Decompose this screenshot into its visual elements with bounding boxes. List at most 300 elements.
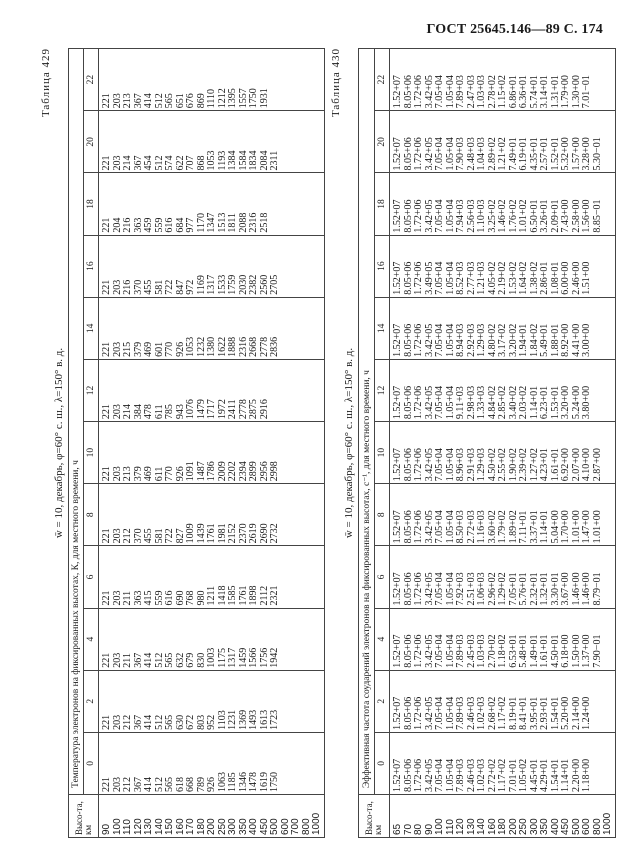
data-cell: 1761 <box>206 523 217 544</box>
altitude-value: 160 <box>174 818 186 835</box>
data-column <box>99 359 325 421</box>
data-cell: 1811 <box>227 212 238 233</box>
data-cell: 1493 <box>248 709 259 730</box>
data-cell: 1395 <box>227 88 238 109</box>
data-cell: 1.05+04 <box>444 448 456 482</box>
data-cell: 1.46+00 <box>581 572 592 606</box>
data-cell: 1.08+01 <box>549 261 561 295</box>
data-cell: 215 <box>122 341 133 357</box>
data-cell: 1750 <box>248 88 259 109</box>
data-cell: 2.78+02 <box>486 75 498 109</box>
data-cell: 1.03+03 <box>476 634 487 668</box>
data-cell: 5.74+01 <box>528 75 540 109</box>
data-cell: 1231 <box>227 709 238 730</box>
data-cell: 221 <box>101 404 112 420</box>
data-cell: 212 <box>122 528 133 544</box>
data-cell: 367 <box>132 652 144 668</box>
column-header: 10 <box>375 422 390 484</box>
data-cell: 2956 <box>258 461 270 482</box>
altitude-value: 400 <box>248 818 259 835</box>
data-cell: 469 <box>143 466 154 482</box>
data-cell: 1.16+03 <box>476 510 487 544</box>
data-cell: 1369 <box>237 709 249 730</box>
data-cell: 1.52+01 <box>549 137 561 171</box>
data-cell: 4.80+02 <box>486 323 498 357</box>
data-cell: 1756 <box>258 647 270 668</box>
data-column <box>99 608 325 670</box>
data-column <box>390 359 616 421</box>
data-cell: 632 <box>174 652 186 668</box>
data-cell: 1.30+00 <box>570 75 582 109</box>
data-cell: 1.52+07 <box>392 261 403 295</box>
data-cell: 5.76+01 <box>518 572 529 606</box>
data-cell: 1.21+03 <box>476 261 487 295</box>
data-cell: 1384 <box>227 150 238 171</box>
data-cell: 3.80+00 <box>581 385 592 420</box>
data-cell: 8.05+06 <box>402 448 414 482</box>
data-cell: 2.96+02 <box>486 572 498 606</box>
data-cell: 1.90+02 <box>507 448 519 482</box>
data-cell: 7.05+04 <box>434 510 445 544</box>
data-cell: 455 <box>143 528 154 544</box>
data-cell: 622 <box>174 155 186 171</box>
data-cell: 1.52+07 <box>392 448 403 482</box>
span-header: Температура электронов на фиксированных высотах, К, для местного времени, ч <box>69 49 84 795</box>
data-cell: 478 <box>143 404 154 420</box>
data-cell: 1.84+02 <box>528 323 540 357</box>
data-cell: 1622 <box>216 336 228 357</box>
data-cell: 1.05+04 <box>444 199 456 233</box>
table-label: Таблица 429 <box>40 48 52 118</box>
altitude-value: 450 <box>560 818 571 835</box>
altitude-value: 300 <box>227 818 238 835</box>
data-cell: 1.47+00 <box>581 510 592 544</box>
data-cell: 5.20+00 <box>560 696 571 730</box>
data-cell: 616 <box>164 217 175 233</box>
data-cell: 722 <box>164 279 175 295</box>
data-cell: 6.50+01 <box>528 199 540 233</box>
data-cell: 768 <box>185 590 196 606</box>
column-header: 12 <box>84 359 99 421</box>
data-cell: 2321 <box>269 585 280 606</box>
data-cell: 684 <box>174 217 186 233</box>
column-header: 20 <box>84 111 99 173</box>
data-cell: 1.72+06 <box>413 696 424 730</box>
data-cell: 1942 <box>269 647 280 668</box>
data-cell: 1170 <box>195 212 207 233</box>
data-cell: 203 <box>111 590 123 606</box>
data-cell: 1.17+02 <box>497 758 508 792</box>
data-cell: 2.72+03 <box>465 510 477 544</box>
table-row <box>99 49 325 838</box>
data-cell: 2518 <box>258 212 270 233</box>
data-cell: 1175 <box>216 648 228 668</box>
data-cell: 3.42+05 <box>423 323 435 357</box>
data-cell: 722 <box>164 528 175 544</box>
data-cell: 3.42+05 <box>423 696 435 730</box>
data-cell: 1723 <box>269 709 280 730</box>
data-cell: 221 <box>101 652 112 668</box>
data-cell: 1.72+06 <box>413 510 424 544</box>
data-cell: 2.46+00 <box>570 261 582 295</box>
altitude-value: 140 <box>153 818 165 835</box>
data-cell: 1.18+02 <box>497 634 508 668</box>
data-cell: 1.14+01 <box>539 510 550 544</box>
data-cell: 1.72+06 <box>413 758 424 792</box>
data-cell: 2836 <box>269 336 280 357</box>
data-cell: 3.20+02 <box>507 323 519 357</box>
data-cell: 1.05+04 <box>444 510 456 544</box>
data-cell: 1.05+04 <box>444 572 456 606</box>
column-header: 16 <box>375 235 390 297</box>
data-cell: 1.52+07 <box>392 696 403 730</box>
data-cell: 1.56+00 <box>581 199 592 233</box>
data-cell: 1750 <box>269 772 280 792</box>
data-cell: 203 <box>111 279 123 295</box>
data-table <box>68 48 325 838</box>
data-cell: 2084 <box>258 150 270 171</box>
data-cell: 1110 <box>206 89 217 109</box>
data-cell: 6.18+00 <box>560 634 571 668</box>
data-cell: 868 <box>195 155 207 171</box>
data-cell: 1.94+01 <box>518 323 529 357</box>
data-cell: 1.54+01 <box>549 758 561 792</box>
data-cell: 679 <box>185 652 196 668</box>
data-cell: 363 <box>132 590 144 606</box>
data-cell: 581 <box>153 528 165 544</box>
data-cell: 1.72+06 <box>413 199 424 233</box>
data-cell: 455 <box>143 279 154 295</box>
altitude-value: 100 <box>434 818 445 835</box>
data-cell: 3.42+05 <box>423 634 435 668</box>
data-cell: 8.05+06 <box>402 137 414 171</box>
data-cell: 847 <box>174 279 186 295</box>
data-column <box>99 173 325 235</box>
data-cell: 1346 <box>237 772 249 792</box>
data-cell: 3.42+05 <box>423 385 435 420</box>
data-cell: 1063 <box>216 772 228 792</box>
data-cell: 3.17+02 <box>497 323 508 357</box>
data-cell: 1.52+07 <box>392 199 403 233</box>
data-cell: 7.05+04 <box>434 634 445 668</box>
data-cell: 379 <box>132 466 144 482</box>
altitude-value: 250 <box>518 818 529 835</box>
data-column <box>390 670 616 732</box>
data-cell: 1.32+01 <box>539 572 550 606</box>
data-cell: 926 <box>174 466 186 482</box>
data-cell: 2.19+02 <box>497 261 508 295</box>
data-cell: 2.14+00 <box>570 696 582 730</box>
data-cell: 1898 <box>248 585 259 606</box>
data-cell: 1347 <box>206 212 217 233</box>
data-cell: 1185 <box>227 772 238 792</box>
data-cell: 1.21+02 <box>497 137 508 171</box>
data-cell: 3.25+02 <box>486 199 498 233</box>
data-cell: 2.93+01 <box>539 696 550 730</box>
data-cell: 2899 <box>248 461 259 482</box>
data-cell: 3.28+00 <box>581 137 592 171</box>
data-cell: 4.84+02 <box>486 385 498 420</box>
data-cell: 1009 <box>185 523 196 544</box>
data-cell: 2.46+03 <box>465 696 477 730</box>
altitude-value: 350 <box>539 818 550 835</box>
data-cell: 8.92+00 <box>560 323 571 357</box>
data-cell: 7.89+03 <box>455 758 466 792</box>
data-cell: 2370 <box>237 523 249 544</box>
data-cell: 830 <box>195 652 207 668</box>
data-cell: 213 <box>122 466 133 482</box>
data-cell: 2.85+02 <box>497 385 508 420</box>
data-cell: 3.42+05 <box>423 199 435 233</box>
data-cell: 459 <box>143 217 154 233</box>
data-cell: 2.91+03 <box>465 448 477 482</box>
data-cell: 1.72+06 <box>413 634 424 668</box>
data-cell: 6.23+01 <box>539 385 550 420</box>
data-cell: 1.52+07 <box>392 385 403 420</box>
data-cell: 1834 <box>248 150 259 171</box>
data-cell: 827 <box>174 528 186 544</box>
data-cell: 2.51+03 <box>465 572 477 606</box>
data-column <box>390 484 616 546</box>
data-cell: 1053 <box>206 150 217 171</box>
column-header: 12 <box>375 359 390 421</box>
data-cell: 1.15+02 <box>497 75 508 109</box>
column-header: 8 <box>84 484 99 546</box>
data-cell: 980 <box>195 590 207 606</box>
data-cell: 1.14+01 <box>528 385 540 420</box>
data-cell: 1.02+03 <box>476 696 487 730</box>
data-cell: 2560 <box>258 274 270 295</box>
data-cell: 8.05+06 <box>402 199 414 233</box>
data-cell: 7.05+04 <box>434 323 445 357</box>
column-header: 18 <box>375 173 390 235</box>
data-cell: 668 <box>185 777 196 792</box>
data-cell: 651 <box>174 93 186 109</box>
data-cell: 216 <box>122 279 133 295</box>
data-cell: 789 <box>195 777 207 792</box>
data-cell: 2.68+02 <box>486 696 498 730</box>
data-cell: 926 <box>206 777 217 792</box>
data-cell: 5.30−01 <box>591 137 603 171</box>
data-cell: 221 <box>101 279 112 295</box>
data-cell: 611 <box>153 404 165 420</box>
column-header: 2 <box>375 670 390 732</box>
data-cell: 1.72+06 <box>413 572 424 606</box>
data-cell: 1053 <box>185 336 196 357</box>
altitude-value: 80 <box>413 823 424 835</box>
data-column <box>390 422 616 484</box>
data-cell: 1193 <box>216 150 228 171</box>
data-cell: 2.92+03 <box>465 323 477 357</box>
data-cell: 1.72+06 <box>413 385 424 420</box>
data-cell: 7.90−01 <box>591 634 603 668</box>
data-cell: 367 <box>132 714 144 730</box>
data-cell: 1.31+01 <box>549 75 561 109</box>
data-cell: 7.01+01 <box>507 758 519 792</box>
data-cell: 5.04+00 <box>549 510 561 544</box>
data-cell: 7.94+03 <box>455 199 466 233</box>
altitude-value: 120 <box>132 818 144 835</box>
data-cell: 1439 <box>195 523 207 544</box>
column-header: 20 <box>375 111 390 173</box>
data-cell: 203 <box>111 404 123 420</box>
data-cell: 2998 <box>269 461 280 482</box>
data-cell: 3.00+00 <box>581 323 592 357</box>
data-cell: 6.92+00 <box>560 448 571 482</box>
data-cell: 2.87+00 <box>591 448 603 482</box>
data-cell: 565 <box>164 93 175 109</box>
table-title: w̄ = 10, декабрь, φ=60° с. ш., λ=150° в. д. <box>53 347 65 539</box>
data-cell: 8.41+01 <box>518 696 529 730</box>
data-cell: 1418 <box>216 585 228 606</box>
data-cell: 469 <box>143 341 154 357</box>
data-cell: 2.89+02 <box>486 137 498 171</box>
data-cell: 2088 <box>237 212 249 233</box>
altitude-value: 110 <box>122 819 133 835</box>
data-column <box>99 49 325 111</box>
data-cell: 2.46+03 <box>465 758 477 792</box>
data-cell: 1759 <box>227 274 238 295</box>
data-cell: 611 <box>153 466 165 482</box>
data-cell: 2382 <box>248 274 259 295</box>
data-cell: 1.50+00 <box>570 634 582 668</box>
data-cell: 1.89+02 <box>507 510 519 544</box>
data-cell: 1.38+02 <box>528 261 540 295</box>
data-cell: 3.42+05 <box>423 510 435 544</box>
data-cell: 565 <box>164 777 175 792</box>
data-cell: 601 <box>153 341 165 357</box>
data-cell: 1212 <box>216 88 228 109</box>
data-cell: 4.45+01 <box>528 758 540 792</box>
data-cell: 8.52+03 <box>455 261 466 295</box>
data-cell: 1.05+02 <box>518 758 529 792</box>
table-row <box>390 49 616 838</box>
data-cell: 221 <box>101 341 112 357</box>
data-cell: 770 <box>164 466 175 482</box>
data-cell: 2316 <box>248 212 259 233</box>
data-cell: 1.79+00 <box>560 75 571 109</box>
data-cell: 6.53+01 <box>507 634 519 668</box>
data-column <box>390 111 616 173</box>
data-cell: 1.79+02 <box>497 510 508 544</box>
data-cell: 214 <box>122 404 133 420</box>
altitude-value: 160 <box>486 818 498 835</box>
table-429-block <box>40 48 325 838</box>
data-column <box>390 608 616 670</box>
data-cell: 1584 <box>237 150 249 171</box>
altitude-value: 120 <box>455 818 466 835</box>
data-cell: 565 <box>164 714 175 730</box>
data-cell: 2009 <box>216 461 228 482</box>
data-cell: 1.33+03 <box>476 385 487 420</box>
data-cell: 581 <box>153 279 165 295</box>
data-cell: 2152 <box>227 523 238 544</box>
data-cell: 214 <box>122 155 133 171</box>
data-cell: 1.05+04 <box>444 75 456 109</box>
data-cell: 972 <box>185 279 196 295</box>
data-cell: 203 <box>111 93 123 109</box>
data-cell: 1.76+02 <box>507 199 519 233</box>
altitude-value: 100 <box>111 818 123 835</box>
data-cell: 2.57+01 <box>539 137 550 171</box>
data-cell: 203 <box>111 528 123 544</box>
altitude-value: 130 <box>465 818 477 835</box>
data-cell: 7.05+04 <box>434 696 445 730</box>
table-title: w̄ = 10, декабрь, φ=60° с. ш., λ=150° в. д. <box>343 347 355 539</box>
column-header: 22 <box>84 49 99 111</box>
data-column <box>99 111 325 173</box>
data-cell: 1.52+07 <box>392 758 403 792</box>
data-cell: 1.52+07 <box>392 572 403 606</box>
data-cell: 221 <box>101 777 112 792</box>
data-cell: 1317 <box>227 647 238 668</box>
data-cell: 203 <box>111 341 123 357</box>
data-cell: 7.05+01 <box>507 572 519 606</box>
data-cell: 7.05+04 <box>434 385 445 420</box>
column-header: 14 <box>84 297 99 359</box>
data-cell: 7.11+01 <box>518 510 529 544</box>
data-cell: 3.14+01 <box>539 75 550 109</box>
data-cell: 1.24+00 <box>581 696 592 730</box>
data-cell: 211 <box>122 590 133 606</box>
data-cell: 414 <box>143 714 154 730</box>
altitude-value: 300 <box>528 818 540 835</box>
data-cell: 8.05+06 <box>402 385 414 420</box>
data-cell: 1.52+07 <box>392 75 403 109</box>
data-cell: 1.29+03 <box>476 323 487 357</box>
data-cell: 2875 <box>248 399 259 420</box>
data-cell: 1.46+00 <box>570 572 582 606</box>
data-cell: 1211 <box>206 585 217 606</box>
data-cell: 1.57+00 <box>570 137 582 171</box>
column-header: 4 <box>84 608 99 670</box>
data-cell: 221 <box>101 466 112 482</box>
data-column <box>99 484 325 546</box>
data-cell: 3.30+01 <box>549 572 561 606</box>
data-cell: 1888 <box>227 336 238 357</box>
data-cell: 803 <box>195 714 207 730</box>
column-header: 18 <box>84 173 99 235</box>
data-cell: 1003 <box>206 647 217 668</box>
data-cell: 8.05+06 <box>402 510 414 544</box>
data-cell: 2112 <box>258 585 270 606</box>
data-column <box>390 546 616 608</box>
data-cell: 770 <box>164 341 175 357</box>
data-cell: 1091 <box>185 461 196 482</box>
data-cell: 785 <box>164 404 175 420</box>
data-cell: 1.05+04 <box>444 385 456 420</box>
data-cell: 8.19+01 <box>507 696 519 730</box>
data-cell: 3.49+05 <box>423 261 435 295</box>
data-cell: 1.61+01 <box>539 634 550 668</box>
data-cell: 952 <box>206 714 217 730</box>
data-cell: 1076 <box>185 399 196 420</box>
column-header: 4 <box>375 608 390 670</box>
data-cell: 4.50+02 <box>486 448 498 482</box>
altitude-value: 450 <box>258 818 270 835</box>
data-cell: 1.52+07 <box>392 634 403 668</box>
data-cell: 203 <box>111 466 123 482</box>
data-column <box>99 546 325 608</box>
data-cell: 1557 <box>237 88 249 109</box>
data-cell: 2916 <box>258 399 270 420</box>
data-cell: 2732 <box>269 523 280 544</box>
column-header: 0 <box>84 732 99 794</box>
data-cell: 1.05+04 <box>444 758 456 792</box>
data-cell: 1761 <box>237 585 249 606</box>
altitude-value: 140 <box>476 818 487 835</box>
data-cell: 4.50+01 <box>549 634 561 668</box>
